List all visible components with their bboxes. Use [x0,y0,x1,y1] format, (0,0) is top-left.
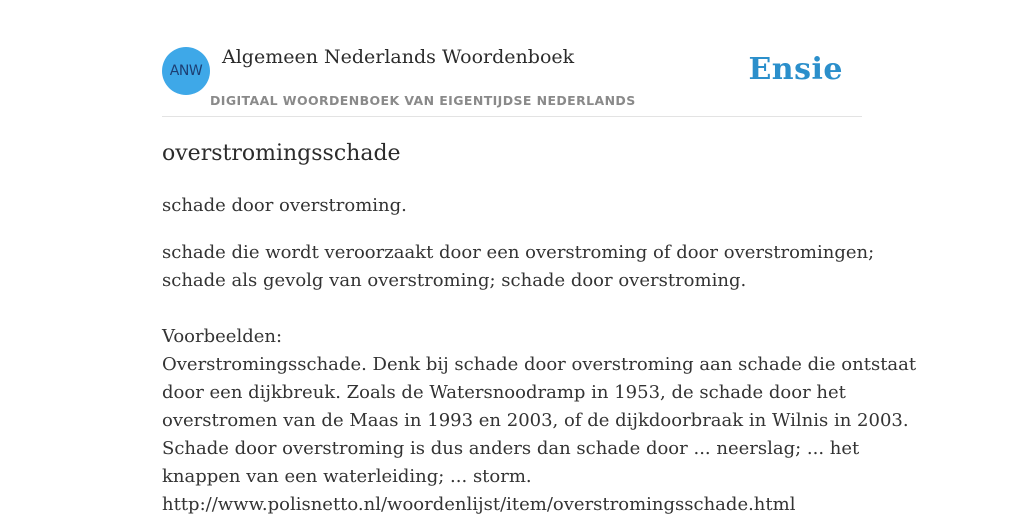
example-line: overstromen van de Maas in 1993 en 2003, of de dijkdoorbraak in Wilnis in 2003. [162,410,909,431]
short-definition: schade door overstroming. [162,195,407,216]
example-line: knappen van een waterleiding; ... storm. [162,466,532,487]
header [162,0,862,117]
source-title[interactable]: Algemeen Nederlands Woordenboek [222,46,575,68]
anw-logo[interactable] [162,47,210,95]
example-line: door een dijkbreuk. Zoals de Watersnoodramp in 1953, de schade door het [162,382,846,403]
example-line: Schade door overstroming is dus anders dan schade door ... neerslag; ... het [162,438,860,459]
page-content [162,0,917,515]
ensie-brand-logo[interactable]: Ensie [748,52,843,87]
headword: overstromingsschade [162,141,401,166]
example-line: Overstromingsschade. Denk bij schade door overstroming aan schade die ontstaat [162,354,917,375]
definition-line: schade die wordt veroorzaakt door een overstroming of door overstromingen; [162,242,875,263]
logo-text: ANW [169,63,203,79]
source-subtitle: DIGITAAL WOORDENBOEK VAN EIGENTIJDSE NEDERLANDS [210,93,636,108]
definition-body [162,239,917,519]
examples-label: Voorbeelden: [162,326,283,347]
definition-line: schade als gevolg van overstroming; schade door overstroming. [162,270,747,291]
example-source-link[interactable]: http://www.polisnetto.nl/woordenlijst/item/overstromingsschade.html [162,494,796,515]
